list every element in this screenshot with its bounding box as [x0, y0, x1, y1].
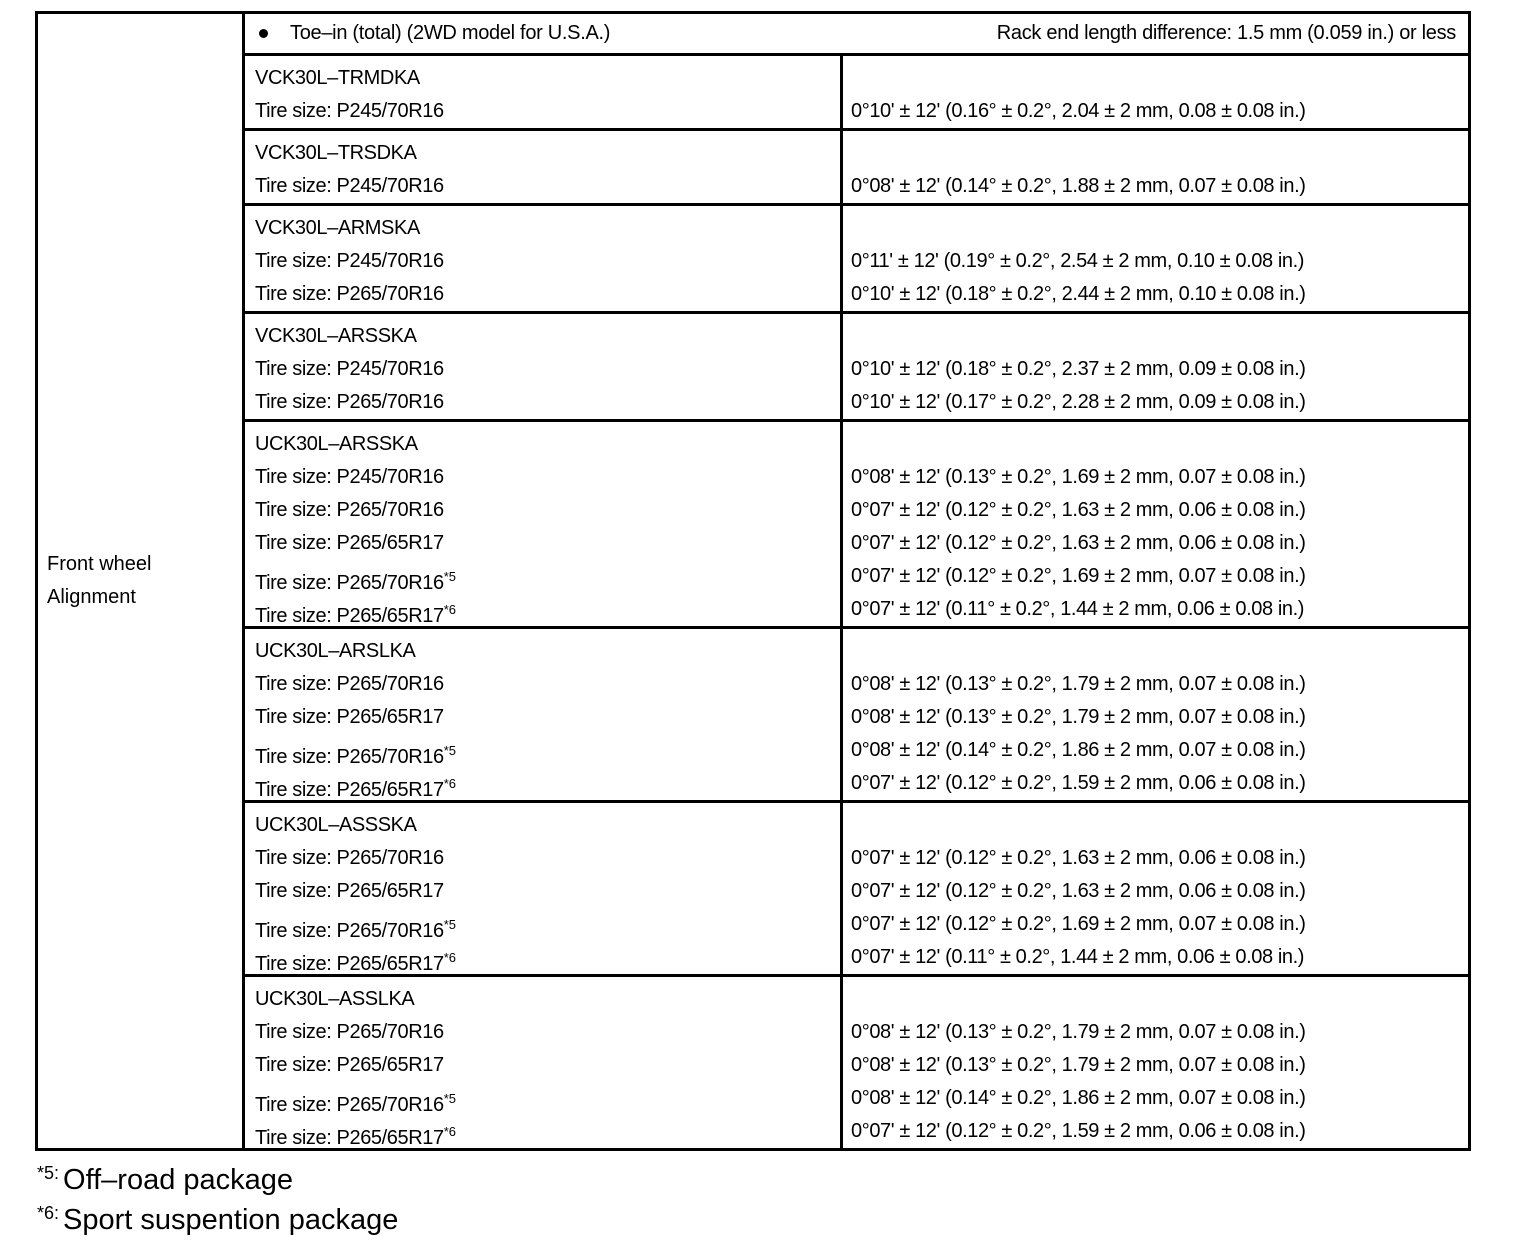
value-cell: [843, 314, 1468, 419]
spec-content: [245, 14, 1468, 1148]
toe-in-value: 0°07' ± 12' (0.12° ± 0.2°, 1.63 ± 2 mm, 0.06 ± 0.08 in.): [851, 847, 1306, 869]
tire-size: [255, 842, 840, 875]
model-code: VCK30L–TRMDKA: [255, 67, 420, 89]
bullet-icon: [259, 29, 268, 38]
model-cell: [245, 803, 843, 974]
value-cell: [843, 56, 1468, 128]
tire-size-text: Tire size: P265/65R17: [255, 605, 444, 627]
model-code: VCK30L–TRSDKA: [255, 142, 417, 164]
tire-size-text: Tire size: P265/70R16: [255, 283, 444, 305]
toe-in-value: 0°07' ± 12' (0.12° ± 0.2°, 1.63 ± 2 mm, 0.06 ± 0.08 in.): [851, 499, 1306, 521]
model-cell: [245, 977, 843, 1148]
tire-size-text: Tire size: P265/65R17: [255, 1127, 444, 1149]
tire-size: [255, 245, 840, 278]
toe-in-value: 0°08' ± 12' (0.14° ± 0.2°, 1.86 ± 2 mm, 0.07 ± 0.08 in.): [851, 1087, 1306, 1109]
value-cell: [843, 803, 1468, 974]
tire-size-text: Tire size: P265/65R17: [255, 779, 444, 801]
footnote-mark: *6: [443, 776, 457, 791]
footnote-text: Off–road package: [63, 1164, 294, 1196]
tire-size-text: Tire size: P265/70R16: [255, 920, 444, 942]
toe-in-value: 0°07' ± 12' (0.11° ± 0.2°, 1.44 ± 2 mm, 0.06 ± 0.08 in.): [851, 598, 1305, 620]
model-group: [245, 422, 1468, 629]
footnote-mark: *6: [443, 602, 457, 617]
tire-size: [255, 1016, 840, 1049]
model-code: UCK30L–ASSSKA: [255, 814, 417, 836]
tire-size-text: Tire size: P265/70R16: [255, 1094, 444, 1116]
toe-in-value: 0°10' ± 12' (0.17° ± 0.2°, 2.28 ± 2 mm, 0.09 ± 0.08 in.): [851, 391, 1306, 413]
tire-size-text: Tire size: P265/65R17: [255, 880, 444, 902]
footnotes: [37, 1152, 399, 1236]
tire-size-text: Tire size: P265/70R16: [255, 499, 444, 521]
tire-size: [255, 386, 840, 419]
footnote-mark: *6: [443, 950, 457, 965]
row-label-cell: [38, 14, 245, 1148]
blank-line: [851, 635, 1468, 668]
model-group: [245, 206, 1468, 314]
model-cell: [245, 206, 843, 311]
header-rack-note: Rack end length difference: 1.5 mm (0.059 in.) or less: [996, 22, 1456, 44]
toe-in-value: 0°08' ± 12' (0.13° ± 0.2°, 1.69 ± 2 mm, 0.07 ± 0.08 in.): [851, 466, 1306, 488]
model-group: [245, 803, 1468, 977]
toe-in-value: 0°08' ± 12' (0.14° ± 0.2°, 1.88 ± 2 mm, 0.07 ± 0.08 in.): [851, 175, 1306, 197]
model-group: [245, 629, 1468, 803]
footnote: [37, 1192, 399, 1236]
model-code: UCK30L–ARSSKA: [255, 433, 418, 455]
tire-size: [255, 1082, 840, 1115]
toe-in-value: 0°07' ± 12' (0.12° ± 0.2°, 1.63 ± 2 mm, 0.06 ± 0.08 in.): [851, 880, 1306, 902]
tire-size-text: Tire size: P245/70R16: [255, 466, 444, 488]
toe-in-value: 0°08' ± 12' (0.13° ± 0.2°, 1.79 ± 2 mm, 0.07 ± 0.08 in.): [851, 706, 1306, 728]
row-label-line: Alignment: [47, 586, 136, 608]
tire-size: [255, 908, 840, 941]
toe-in-value: 0°10' ± 12' (0.18° ± 0.2°, 2.37 ± 2 mm, 0.09 ± 0.08 in.): [851, 358, 1306, 380]
tire-size: [255, 875, 840, 908]
footnote: [37, 1152, 398, 1196]
model-group: [245, 977, 1468, 1148]
toe-in-value: 0°08' ± 12' (0.13° ± 0.2°, 1.79 ± 2 mm, 0.07 ± 0.08 in.): [851, 673, 1306, 695]
footnote-marker: *5:: [37, 1163, 60, 1183]
tire-size-text: Tire size: P265/65R17: [255, 532, 444, 554]
tire-size: [255, 1049, 840, 1082]
tire-size-text: Tire size: P265/70R16: [255, 1021, 444, 1043]
value-cell: [843, 422, 1468, 626]
tire-size-text: Tire size: P265/65R17: [255, 1054, 444, 1076]
tire-size: [255, 668, 840, 701]
value-cell: [843, 206, 1468, 311]
tire-size: [255, 767, 840, 800]
blank-line: [851, 428, 1468, 461]
value-cell: [843, 131, 1468, 203]
tire-size-text: Tire size: P265/70R16: [255, 746, 444, 768]
tire-size-text: Tire size: P265/65R17: [255, 953, 444, 975]
toe-in-value: 0°07' ± 12' (0.12° ± 0.2°, 1.63 ± 2 mm, 0.06 ± 0.08 in.): [851, 532, 1306, 554]
model-group: [245, 314, 1468, 422]
spec-table: [35, 11, 1471, 1151]
toe-in-value: 0°07' ± 12' (0.11° ± 0.2°, 1.44 ± 2 mm, 0.06 ± 0.08 in.): [851, 946, 1305, 968]
model-cell: [245, 56, 843, 128]
toe-in-value: 0°07' ± 12' (0.12° ± 0.2°, 1.69 ± 2 mm, 0.07 ± 0.08 in.): [851, 913, 1306, 935]
toe-in-value: 0°07' ± 12' (0.12° ± 0.2°, 1.59 ± 2 mm, 0.06 ± 0.08 in.): [851, 1120, 1306, 1142]
footnote-mark: *5: [443, 917, 457, 932]
tire-size-text: Tire size: P265/65R17: [255, 706, 444, 728]
model-group: [245, 131, 1468, 206]
table-header: [245, 14, 1468, 56]
value-cell: [843, 977, 1468, 1148]
tire-size-text: Tire size: P245/70R16: [255, 175, 444, 197]
toe-in-value: 0°11' ± 12' (0.19° ± 0.2°, 2.54 ± 2 mm, 0.10 ± 0.08 in.): [851, 250, 1305, 272]
footnote-text: Sport suspention package: [63, 1204, 399, 1236]
tire-size: [255, 353, 840, 386]
model-group: [245, 56, 1468, 131]
tire-size: [255, 461, 840, 494]
footnote-marker: *6:: [37, 1203, 60, 1223]
tire-size-text: Tire size: P245/70R16: [255, 250, 444, 272]
tire-size: [255, 1115, 840, 1148]
blank-line: [851, 212, 1468, 245]
tire-size: [255, 527, 840, 560]
model-groups: [245, 56, 1468, 1148]
tire-size: [255, 170, 840, 203]
model-cell: [245, 422, 843, 626]
model-code: UCK30L–ARSLKA: [255, 640, 416, 662]
toe-in-value: 0°08' ± 12' (0.13° ± 0.2°, 1.79 ± 2 mm, 0.07 ± 0.08 in.): [851, 1021, 1306, 1043]
tire-size-text: Tire size: P245/70R16: [255, 358, 444, 380]
footnote-mark: *5: [443, 569, 457, 584]
blank-line: [851, 809, 1468, 842]
tire-size: [255, 593, 840, 626]
tire-size-text: Tire size: P265/70R16: [255, 847, 444, 869]
blank-line: [851, 137, 1468, 170]
tire-size: [255, 941, 840, 974]
toe-in-value: 0°07' ± 12' (0.12° ± 0.2°, 1.69 ± 2 mm, 0.07 ± 0.08 in.): [851, 565, 1306, 587]
blank-line: [851, 62, 1468, 95]
header-left-cell: [257, 22, 610, 45]
tire-size: [255, 734, 840, 767]
model-cell: [245, 131, 843, 203]
model-code: VCK30L–ARMSKA: [255, 217, 420, 239]
model-cell: [245, 629, 843, 800]
value-cell: [843, 629, 1468, 800]
toe-in-value: 0°08' ± 12' (0.13° ± 0.2°, 1.79 ± 2 mm, 0.07 ± 0.08 in.): [851, 1054, 1306, 1076]
model-code: UCK30L–ASSLKA: [255, 988, 415, 1010]
footnote-mark: *6: [443, 1124, 457, 1139]
footnote-mark: *5: [443, 1091, 457, 1106]
tire-size: [255, 494, 840, 527]
row-label: [38, 548, 152, 614]
tire-size-text: Tire size: P265/70R16: [255, 673, 444, 695]
toe-in-value: 0°08' ± 12' (0.14° ± 0.2°, 1.86 ± 2 mm, 0.07 ± 0.08 in.): [851, 739, 1306, 761]
model-code: VCK30L–ARSSKA: [255, 325, 417, 347]
toe-in-value: 0°10' ± 12' (0.18° ± 0.2°, 2.44 ± 2 mm, 0.10 ± 0.08 in.): [851, 283, 1306, 305]
tire-size: [255, 95, 840, 128]
toe-in-value: 0°10' ± 12' (0.16° ± 0.2°, 2.04 ± 2 mm, 0.08 ± 0.08 in.): [851, 100, 1306, 122]
blank-line: [851, 983, 1468, 1016]
blank-line: [851, 320, 1468, 353]
tire-size: [255, 560, 840, 593]
tire-size-text: Tire size: P245/70R16: [255, 100, 444, 122]
footnote-mark: *5: [443, 743, 457, 758]
toe-in-value: 0°07' ± 12' (0.12° ± 0.2°, 1.59 ± 2 mm, 0.06 ± 0.08 in.): [851, 772, 1306, 794]
row-label-line: Front wheel: [47, 553, 152, 575]
tire-size: [255, 701, 840, 734]
header-title: Toe–in (total) (2WD model for U.S.A.): [290, 22, 611, 44]
tire-size: [255, 278, 840, 311]
model-cell: [245, 314, 843, 419]
tire-size-text: Tire size: P265/70R16: [255, 391, 444, 413]
tire-size-text: Tire size: P265/70R16: [255, 572, 444, 594]
